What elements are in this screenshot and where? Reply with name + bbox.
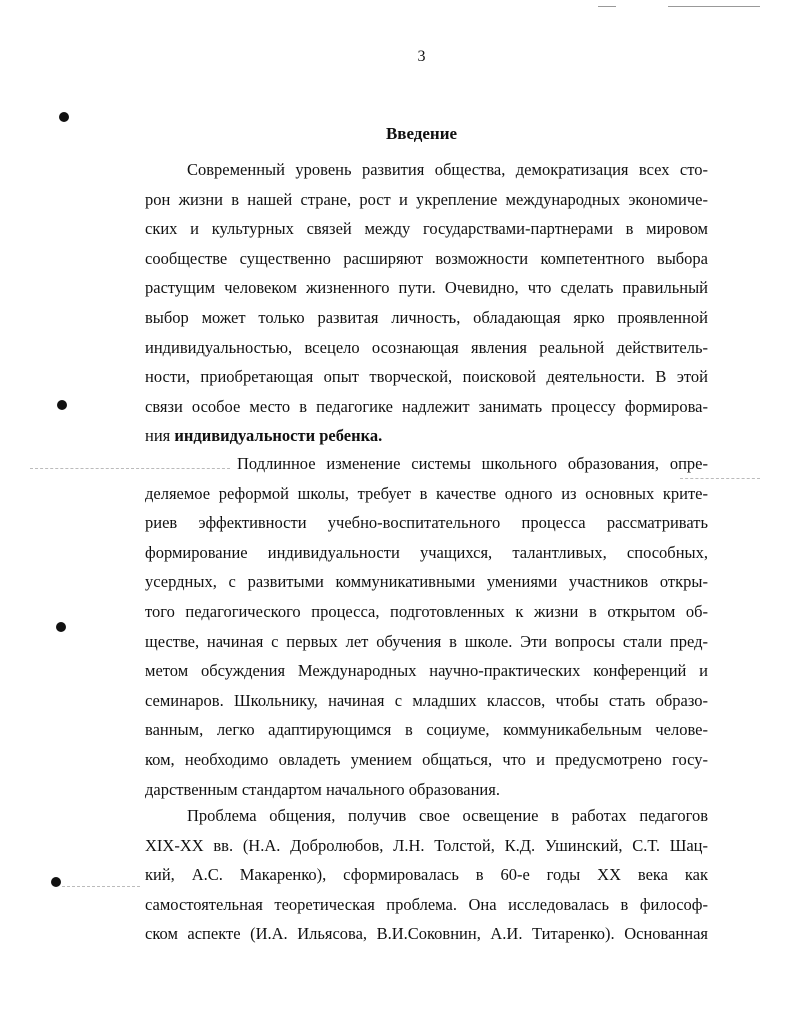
paragraph-intro — [145, 155, 708, 451]
text-line: кий, А.С. Макаренко), сформировалась в 60-е годы XX века как — [145, 865, 708, 885]
binder-hole-mark — [51, 877, 61, 887]
text-line: растущим человеком жизненного пути. Очевидно, что сделать правильный — [145, 278, 708, 298]
text-line: связи особое место в педагогике надлежит занимать процессу формирова- — [145, 396, 708, 416]
binder-hole-mark — [59, 112, 69, 122]
text-line: XIX-XX вв. (Н.А. Добролюбов, Л.Н. Толстой, К.Д. Ушинский, С.Т. Шац- — [145, 835, 708, 855]
text-fragment: ния — [145, 426, 175, 446]
text-line: Подлинное изменение системы школьного образования, опре- — [237, 454, 708, 473]
text-line: усердных, с развитыми коммуникативными умениями участников откры- — [145, 572, 708, 592]
text-line: индивидуальностью, всецело осознающая явления реальной действитель- — [145, 337, 708, 357]
text-line: метом обсуждения Международных научно-практических конференций и — [145, 661, 708, 681]
scan-artifact-top — [598, 6, 616, 7]
text-line: ществе, начиная с первых лет обучения в школе. Эти вопросы стали пред- — [145, 631, 708, 651]
text-line: того педагогического процесса, подготовленных к жизни в открытом об- — [145, 601, 708, 621]
text-line: деляемое реформой школы, требует в качестве одного из основных крите- — [145, 483, 708, 503]
paragraph-communication-problem — [145, 801, 708, 949]
binder-hole-mark — [56, 622, 66, 632]
page-number: 3 — [417, 48, 426, 65]
text-line: ских и культурных связей между государствами-партнерами в мировом — [145, 219, 708, 239]
text-line — [145, 421, 708, 451]
binder-hole-mark — [57, 400, 67, 410]
text-line: дарственным стандартом начального образования. — [145, 779, 500, 799]
scan-artifact-top-right — [668, 6, 760, 7]
paragraph-reform — [145, 449, 708, 804]
text-line: ванным, легко адаптирующимся в социуме, коммуникабельным челове- — [145, 720, 708, 740]
text-line: сообществе существенно расширяют возможности компетентного выбора — [145, 248, 708, 268]
text-line: самостоятельная теоретическая проблема. Она исследовалась в философ- — [145, 894, 708, 914]
text-line: выбор может только развитая личность, обладающая ярко проявленной — [145, 307, 708, 327]
text-line: риев эффективности учебно-воспитательного процесса рассматривать — [145, 513, 708, 533]
text-line: ском аспекте (И.А. Ильясова, В.И.Соковнин, А.И. Титаренко). Основанная — [145, 924, 708, 944]
scan-artifact-dots-bottom — [62, 886, 140, 887]
text-line: рон жизни в нашей стране, рост и укрепление международных экономиче- — [145, 189, 708, 209]
text-line: Современный уровень развития общества, демократизация всех сто- — [187, 160, 708, 179]
text-line: формирование индивидуальности учащихся, талантливых, способных, — [145, 542, 708, 562]
text-line: семинаров. Школьнику, начиная с младших классов, чтобы стать образо- — [145, 690, 708, 710]
text-line: ности, приобретающая опыт творческой, поисковой деятельности. В этой — [145, 367, 708, 387]
text-line: Проблема общения, получив свое освещение в работах педагогов — [187, 806, 708, 825]
emphasized-term: индивидуальности ребенка. — [174, 426, 383, 446]
text-line: ком, необходимо овладеть умением общаться, что и предусмотрено госу- — [145, 749, 708, 769]
section-heading: Введение — [385, 124, 458, 143]
